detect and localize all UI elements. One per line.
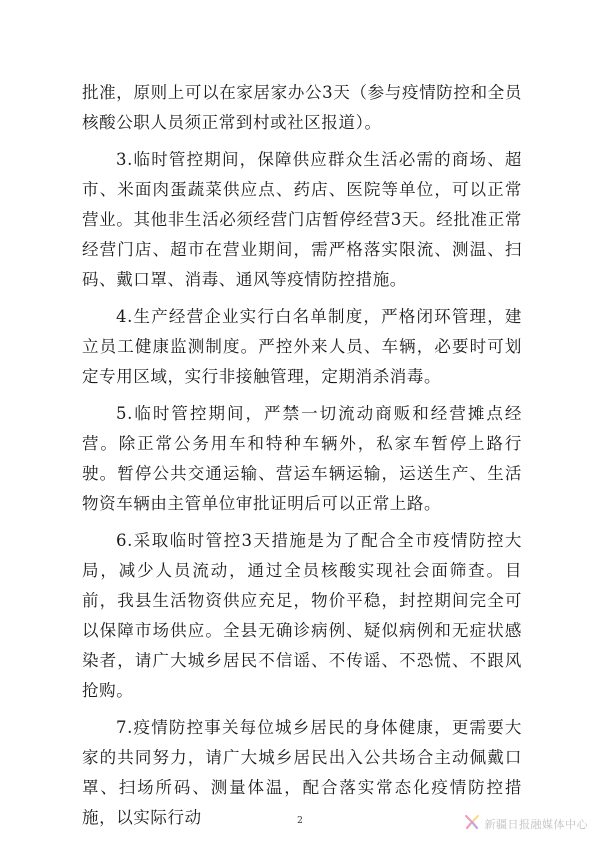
paragraph-item-7: 7.疫情防控事关每位城乡居民的身体健康，更需要大家的共同努力，请广大城乡居民出入公共场合主动佩戴口罩、扫场所码、测量体温，配合落实常态化疫情防控措施，以实际行动 xyxy=(82,718,522,827)
paragraph-continuation: 批准，原则上可以在家居家办公3天（参与疫情防控和全员核酸公职人员须正常到村或社区报道）。 xyxy=(82,83,522,132)
paragraph-item-5: 5.临时管控期间，严禁一切流动商贩和经营摊点经营。除正常公务用车和特种车辆外，私家车暂停上路行驶。暂停公共交通运输、营运车辆运输，运送生产、生活物资车辆由主管单位审批证明后可以正常上路。 xyxy=(82,404,522,513)
page-number: 2 xyxy=(297,816,303,826)
document-body xyxy=(82,78,522,840)
paragraph-item-3: 3.临时管控期间，保障供应群众生活必需的商场、超市、米面肉蛋蔬菜供应点、药店、医院等单位，可以正常营业。其他非生活必须经营门店暂停经营3天。经批准正常经营门店、超市在营业期间，需严格落实限流、测温、扫码、戴口罩、消毒、通风等疫情防控措施。 xyxy=(82,150,522,289)
watermark xyxy=(463,814,589,834)
paragraph-item-6: 6.采取临时管控3天措施是为了配合全市疫情防控大局，减少人员流动，通过全员核酸实现社会面筛查。目前，我县生活物资供应充足，物价平稳，封控期间完全可以保障市场供应。全县无确诊病例、疑似病例和无症状感染者，请广大城乡居民不信谣、不传谣、不恐慌、不跟风抢购。 xyxy=(82,531,522,700)
watermark-text: 新疆日报融媒体中心 xyxy=(484,818,588,831)
sparkle-logo-icon xyxy=(463,813,481,835)
paragraph-item-4: 4.生产经营企业实行白名单制度，严格闭环管理，建立员工健康监测制度。严控外来人员、车辆，必要时可划定专用区域，实行非接触管理，定期消杀消毒。 xyxy=(82,307,522,386)
